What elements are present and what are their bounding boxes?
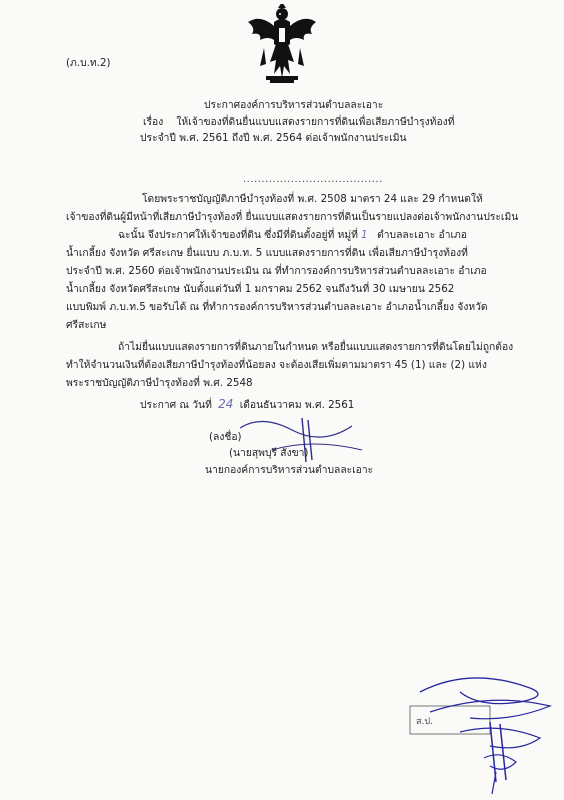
para1-line1: โดยพระราชบัญญัติภาษีบำรุงท้องที่ พ.ศ. 2508 มาตรา 24 และ 29 กำหนดให้ [142, 193, 483, 205]
subject-label: เรื่อง [143, 116, 164, 128]
signatory-position: นายกองค์การบริหารส่วนตำบลละเอาะ [205, 464, 374, 476]
subject-text: ให้เจ้าของที่ดินยื่นแบบแสดงรายการที่ดินเพื่อเสียภาษีบำรุงท้องที่ [176, 116, 455, 128]
para2-line5: แบบพิมพ์ ภ.บ.ท.5 ขอรับได้ ณ ที่ทำการองค์การบริหารส่วนตำบลละเอาะ อำเภอน้ำเกลี้ยง จังหวัด [66, 301, 488, 313]
handwritten-signature [232, 410, 392, 470]
announce-prefix: ประกาศ ณ วันที่ [140, 399, 212, 411]
para2-line4: น้ำเกลี้ยง จังหวัดศรีสะเกษ นับตั้งแต่วันที่ 1 มกราคม 2562 จนถึงวันที่ 30 เมษายน 2562 [66, 283, 455, 295]
para2-line1-b: ตำบลละเอาะ อำเภอ [377, 229, 467, 241]
para2-line1 [118, 228, 467, 242]
para3-line1: ถ้าไม่ยื่นแบบแสดงรายการที่ดินภายในกำหนด หรือยื่นแบบแสดงรายการที่ดินโดยไม่ถูกต้อง [118, 341, 514, 353]
signed-label: (ลงชื่อ) [209, 431, 242, 443]
para3-line3: พระราชบัญญัติภาษีบำรุงท้องที่ พ.ศ. 2548 [66, 377, 253, 389]
period-line: ประจำปี พ.ศ. 2561 ถึงปี พ.ศ. 2564 ต่อเจ้าพนักงานประเมิน [140, 132, 407, 144]
subject-line [143, 115, 454, 129]
announcement-org-title: ประกาศองค์การบริหารส่วนตำบลละเอาะ [204, 99, 384, 111]
garuda-emblem-icon [246, 4, 318, 88]
para2-line2: น้ำเกลี้ยง จังหวัด ศรีสะเกษ ยื่นแบบ ภ.บ.ท. 5 แบบแสดงรายการที่ดิน เพื่อเสียภาษีบำรุงท้องที่ [66, 247, 468, 259]
signatory-name: (นายสุพบุรี สังขา) [229, 447, 309, 459]
document-reference: (ภ.บ.ท.2) [66, 57, 111, 69]
para3-line2: ทำให้จำนวนเงินที่ต้องเสียภาษีบำรุงท้องที่น้อยลง จะต้องเสียเพิ่มตามมาตรา 45 (1) และ (2) แห่ง [66, 359, 487, 371]
announce-day: 24 [218, 397, 234, 411]
para2-line3: ประจำปี พ.ศ. 2560 ต่อเจ้าพนักงานประเมิน ณ ที่ทำการองค์การบริหารส่วนตำบลละเอาะ อำเภอ [66, 265, 487, 277]
para2-line1-a: ฉะนั้น จึงประกาศให้เจ้าของที่ดิน ซึ่งมีที่ดินตั้งอยู่ที่ หมู่ที่ [118, 229, 358, 241]
corner-signature-scribble [400, 662, 556, 798]
announce-suffix: เดือนธันวาคม พ.ศ. 2561 [239, 399, 355, 411]
heading-divider: ...................................... [243, 174, 383, 185]
svg-text:ส.ป.: ส.ป. [416, 717, 433, 727]
para2-line6: ศรีสะเกษ [66, 319, 107, 331]
para1-line2: เจ้าของที่ดินผู้มีหน้าที่เสียภาษีบำรุงท้องที่ ยื่นแบบแสดงรายการที่ดินเป็นรายแปลงต่อเจ้าพนักงานประเมิน [66, 211, 519, 223]
moo-value: 1 [360, 229, 368, 241]
